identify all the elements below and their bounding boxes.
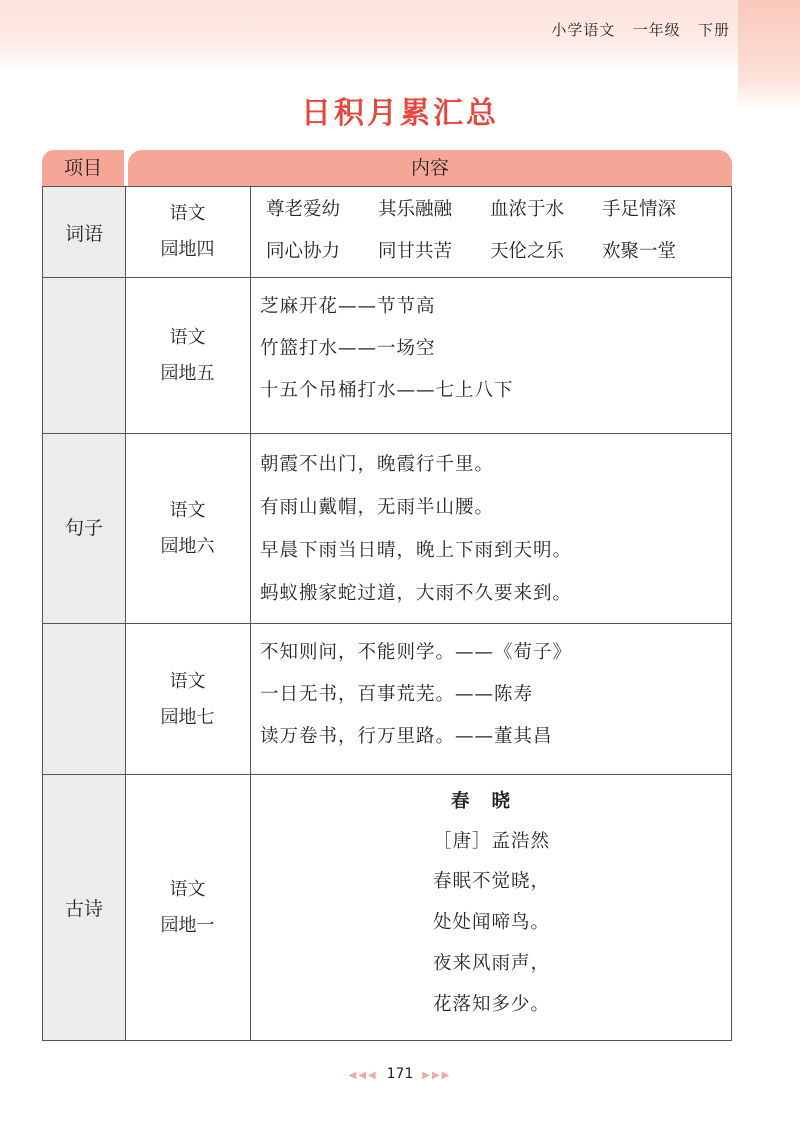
sentence-line: 朝霞不出门，晚霞行千里。 — [260, 454, 495, 475]
sentence-line: 有雨山戴帽，无雨半山腰。 — [260, 497, 495, 518]
sentence-line: 芝麻开花——节节高 — [260, 296, 436, 317]
header-content: 内容 — [128, 150, 732, 186]
source-line: 园地一 — [160, 914, 215, 936]
content-words — [252, 187, 731, 277]
sentence-group — [43, 623, 731, 776]
source-poem — [125, 775, 251, 1040]
left-arrows-icon: ◀◀◀ — [348, 1070, 378, 1081]
table-header — [42, 150, 732, 186]
word: 天伦之乐 — [490, 241, 565, 262]
source-line: 园地七 — [160, 707, 215, 728]
sentence-group — [43, 278, 731, 433]
source-words — [125, 187, 251, 277]
content-group-5 — [252, 278, 731, 433]
word: 手足情深 — [602, 199, 677, 220]
poem-title: 春晓 — [450, 791, 532, 812]
book-grade: 一年级 — [632, 21, 681, 39]
content-poem — [252, 775, 731, 1040]
source-line: 语文 — [169, 671, 206, 692]
page-footer — [0, 1066, 800, 1082]
source-line: 园地四 — [160, 239, 215, 260]
right-arrows-icon: ▶▶▶ — [422, 1070, 452, 1081]
sentence-line: 一日无书，百事荒芜。——陈寿 — [260, 684, 534, 705]
source-line: 园地五 — [160, 362, 215, 384]
row-sentences — [43, 277, 731, 775]
row-poem — [43, 774, 731, 1040]
category-sentences: 句子 — [43, 278, 126, 775]
summary-table — [42, 150, 732, 1015]
poem-author: ［唐］孟浩然 — [432, 831, 550, 852]
sentence-line: 不知则问，不能则学。——《荀子》 — [260, 642, 573, 663]
sentence-line: 早晨下雨当日晴，晚上下雨到天明。 — [260, 540, 573, 561]
category-words: 词语 — [43, 187, 126, 277]
source-group-6 — [125, 434, 251, 624]
sentence-line: 十五个吊桶打水——七上八下 — [260, 380, 514, 401]
page-title: 日积月累汇总 — [301, 96, 499, 131]
source-line: 语文 — [169, 878, 206, 900]
word: 其乐融融 — [378, 199, 453, 220]
category-poem: 古诗 — [43, 775, 126, 1040]
source-line: 语文 — [169, 326, 206, 348]
word-list — [266, 237, 714, 263]
source-group-7 — [125, 624, 251, 776]
sentence-line: 读万卷书，行万里路。——董其昌 — [260, 726, 553, 747]
content-group-7 — [252, 624, 731, 776]
word: 同甘共苦 — [378, 241, 453, 262]
source-line: 语文 — [169, 203, 206, 224]
table-body — [42, 186, 732, 1041]
header-item: 项目 — [42, 150, 124, 186]
poem-line: 春眠不觉晓， — [432, 871, 550, 892]
word: 同心协力 — [266, 241, 341, 262]
poem-line: 夜来风雨声， — [432, 953, 550, 974]
word: 血浓于水 — [490, 199, 565, 220]
word-list — [266, 195, 714, 221]
sentence-group — [43, 433, 731, 624]
word: 欢聚一堂 — [602, 241, 677, 262]
source-line: 园地六 — [160, 536, 215, 557]
row-words — [43, 187, 731, 277]
word: 尊老爱幼 — [266, 199, 341, 220]
book-info — [551, 19, 730, 40]
poem-line: 花落知多少。 — [432, 994, 550, 1015]
book-volume: 下册 — [697, 21, 730, 39]
source-group-5 — [125, 278, 251, 433]
poem-line: 处处闻啼鸟。 — [432, 912, 550, 933]
book-name: 小学语文 — [551, 21, 616, 39]
page-number: 171 — [386, 1066, 414, 1082]
sentence-line: 蚂蚁搬家蛇过道，大雨不久要来到。 — [260, 583, 573, 604]
source-line: 语文 — [169, 500, 206, 521]
sentence-line: 竹篮打水——一场空 — [260, 338, 436, 359]
content-group-6 — [252, 434, 731, 624]
